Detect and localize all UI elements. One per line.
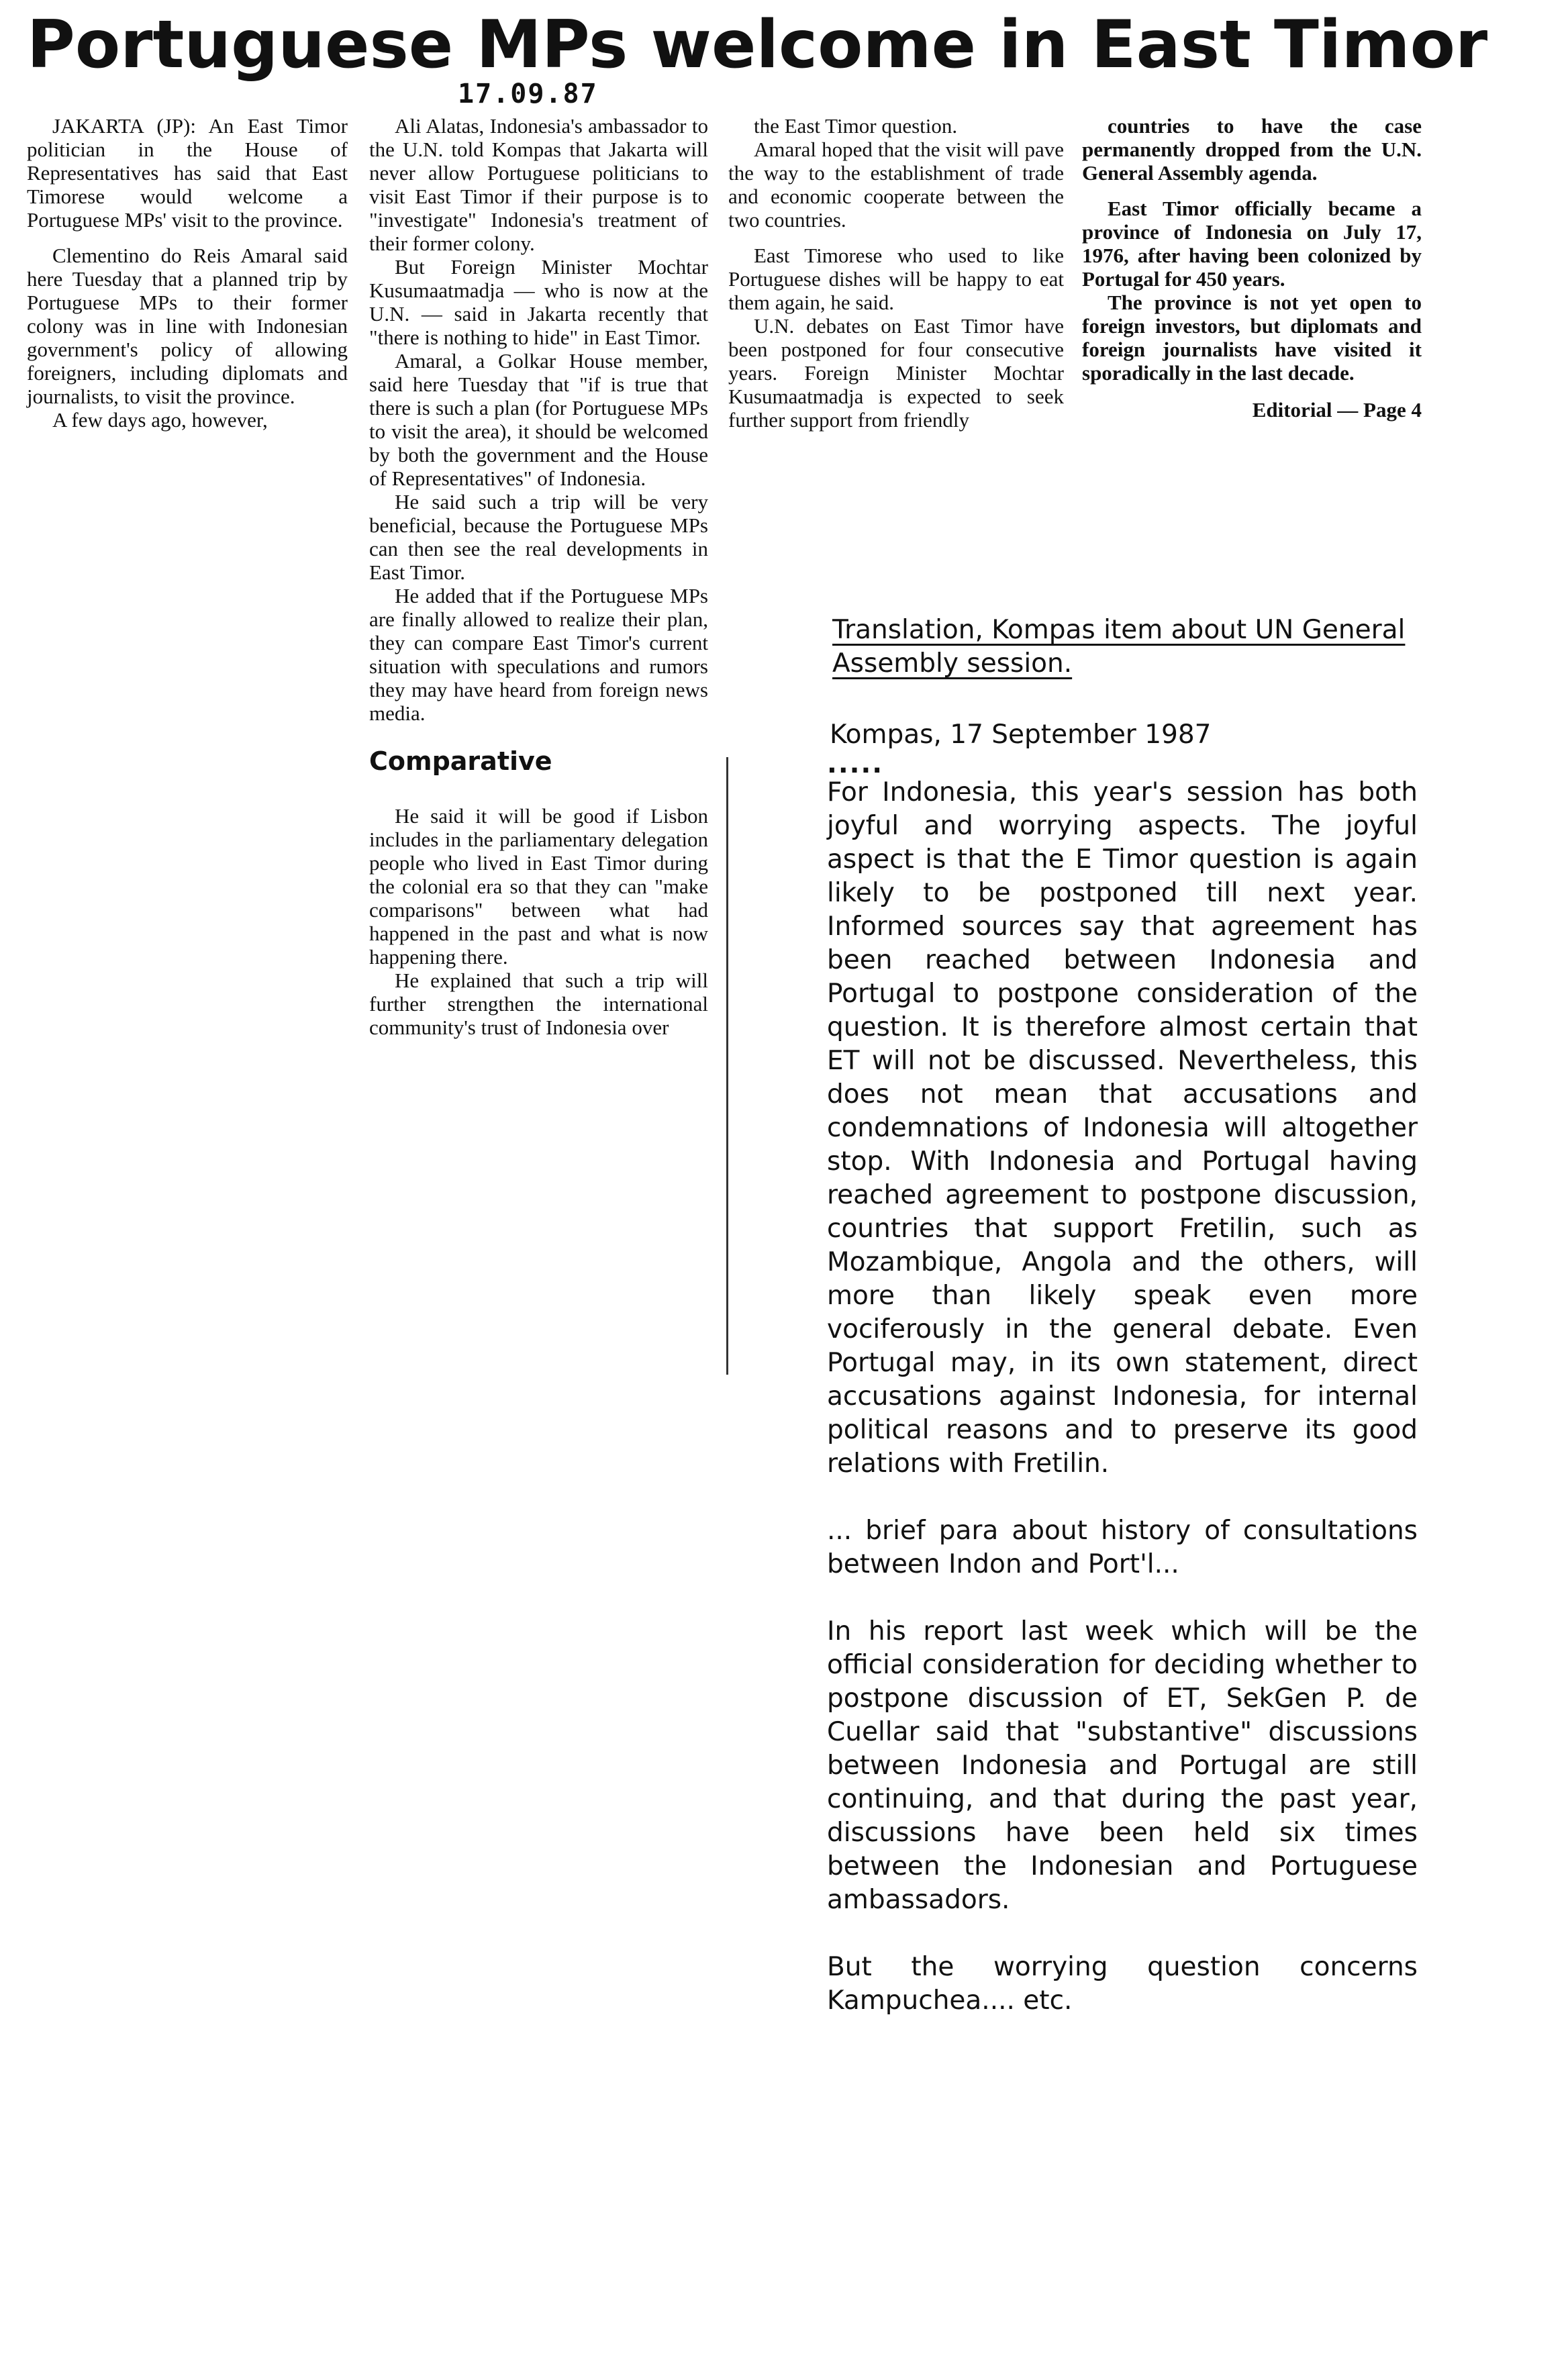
translation-paragraph: ... brief para about history of consultations between Indon and Port'l...: [827, 1516, 1418, 1579]
article-paragraph: East Timorese who used to like Portuguese dishes will be happy to eat them again, he said.: [728, 244, 1064, 314]
translation-title: Translation, Kompas item about UN General Assembly session.: [832, 615, 1406, 679]
article-paragraph: He added that if the Portuguese MPs are finally allowed to realize their plan, they can compare East Timor's current situation with speculations and rumors they may have heard from foreign news media.: [369, 584, 708, 725]
headline: Portuguese MPs welcome in East Timor: [27, 7, 1488, 83]
article-paragraph: Amaral, a Golkar House member, said here Tuesday that "if is true that there is such a plan (for Portuguese MPs to visit the area), it should be welcomed by both the government and the House of Representatives" of Indonesia.: [369, 349, 708, 490]
translation-paragraph: In his report last week which will be the official consideration for deciding whether to postpone discussion of ET, SekGen P. de Cuellar said that "substantive" discussions between Indonesia and Portugal are still continuing, and that during the past year, discussions have been held six times between the Indonesian and Portuguese ambassadors.: [827, 1616, 1418, 1915]
article-paragraph: the East Timor question.: [754, 114, 958, 138]
article-paragraph: U.N. debates on East Timor have been postponed for four consecutive years. Foreign Minister Mochtar Kusumaatmadja is expected to seek further support from friendly: [728, 314, 1064, 432]
article-paragraph: East Timor officially became a province of Indonesia on July 17, 1976, after having been colonized by Portugal for 450 years.: [1082, 197, 1422, 291]
subheading-comparative: Comparative: [369, 746, 552, 776]
article-column-1: [27, 114, 348, 444]
article-paragraph: countries to have the case permanently dropped from the U.N. General Assembly agenda.: [1082, 114, 1422, 185]
column-divider: [726, 757, 728, 1375]
translation-paragraph: But the worrying question concerns Kampuchea.... etc.: [827, 1952, 1418, 2016]
translation-ellipsis: .....: [827, 749, 884, 779]
article-paragraph: But Foreign Minister Mochtar Kusumaatmadja — who is now at the U.N. — said in Jakarta recently that "there is nothing to hide" in East Timor.: [369, 255, 708, 349]
translation-block: [827, 613, 1418, 2051]
article-column-4: [1082, 114, 1422, 434]
article-paragraph: Clementino do Reis Amaral said here Tuesday that a planned trip by Portuguese MPs to their former colony was in line with Indonesian government's policy of allowing foreigners, including diplomats and journalists, to visit the province.: [27, 244, 348, 408]
article-column-2: [369, 114, 708, 1039]
article-paragraph: He said such a trip will be very beneficial, because the Portuguese MPs can then see the real developments in East Timor.: [369, 490, 708, 584]
article-column-3: [728, 114, 1064, 432]
article-paragraph: He said it will be good if Lisbon includes in the parliamentary delegation people who lived in East Timor during the colonial era so that they can "make comparisons" between what had happened in the past and what is now happening there.: [369, 804, 708, 969]
article-paragraph: Ali Alatas, Indonesia's ambassador to the U.N. told Kompas that Jakarta will never allow Portuguese politicians to visit East Timor if their purpose is to "investigate" Indonesia's treatment of their former colony.: [369, 114, 708, 255]
article-paragraph: Amaral hoped that the visit will pave the way to the establishment of trade and economic cooperate between the two countries.: [728, 138, 1064, 232]
article-paragraph: A few days ago, however,: [52, 408, 268, 432]
handwritten-date: 17.09.87: [458, 79, 598, 109]
editorial-page-reference: Editorial — Page 4: [1252, 398, 1422, 422]
article-paragraph: The province is not yet open to foreign investors, but diplomats and foreign journalists have visited it sporadically in the last decade.: [1082, 291, 1422, 385]
article-paragraph: JAKARTA (JP): An East Timor politician in the House of Representatives has said that East Timorese would welcome a Portuguese MPs' visit to the province.: [27, 114, 348, 232]
translation-source-date: Kompas, 17 September 1987: [830, 720, 1212, 750]
article-paragraph: He explained that such a trip will further strengthen the international community's trust of Indonesia over: [369, 969, 708, 1039]
translation-paragraph: For Indonesia, this year's session has both joyful and worrying aspects. The joyful aspect is that the E Timor question is again likely to be postponed till next year. Informed sources say that agreement has been reached between Indonesia and Portugal to postpone consideration of the question. It is therefore almost certain that ET will not be discussed. Nevertheless, this does not mean that accusations and condemnations of Indonesia will altogether stop. With Indonesia and Portugal having reached agreement to postpone discussion, countries that support Fretilin, such as Mozambique, Angola and the others, will more than likely speak even more vociferously in the general debate. Even Portugal may, in its own statement, direct accusations against Indonesia, for internal political reasons and to preserve its good relations with Fretilin.: [827, 777, 1418, 1479]
